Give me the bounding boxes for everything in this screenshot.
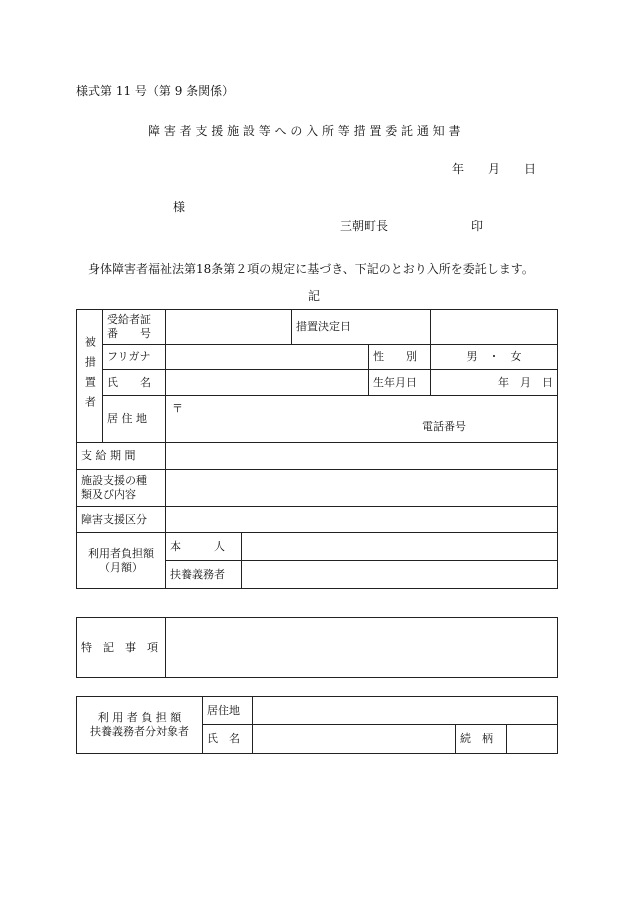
remarks-label: 特 記 事 項 — [77, 618, 166, 678]
name-value[interactable] — [166, 370, 369, 396]
burden-label-line1: 利用者負担額 — [88, 546, 154, 560]
body-text: 身体障害者福祉法第18条第２項の規定に基づき、下記のとおり入所を委託します。 — [88, 262, 534, 276]
facility-label — [77, 470, 166, 507]
addressee-suffix: 様 — [173, 200, 186, 214]
bottom-address-value[interactable] — [253, 697, 558, 725]
category-label: 障害支援区分 — [77, 507, 166, 533]
period-label: 支 給 期 間 — [77, 443, 166, 470]
self-label: 本 人 — [166, 533, 242, 561]
ki-label: 記 — [308, 289, 321, 303]
bottom-name-label: 氏 名 — [203, 725, 253, 754]
postal-mark: 〒 — [172, 402, 183, 415]
bottom-name-value[interactable] — [253, 725, 456, 754]
recipient-cert-label-line1: 受給者証 — [107, 313, 151, 327]
bottom-relation-label: 続 柄 — [456, 725, 507, 754]
birth-value[interactable]: 年 月 日 — [431, 370, 558, 396]
facility-value[interactable] — [166, 470, 558, 507]
main-table — [76, 309, 558, 589]
bottom-label-line2: 扶養義務者分対象者 — [90, 725, 189, 738]
phone-label: 電話番号 — [422, 420, 466, 433]
remarks-value[interactable] — [166, 618, 558, 678]
seal-mark: 印 — [471, 219, 484, 233]
burden-label — [77, 533, 166, 589]
recipient-cert-number-boxes[interactable] — [166, 310, 292, 345]
issuer-name: 三朝町長 — [340, 219, 389, 233]
bottom-address-label: 居住地 — [203, 697, 253, 725]
document-title: 障 害 者 支 援 施 設 等 へ の 入 所 等 措 置 委 託 通 知 書 — [148, 124, 461, 138]
gender-label: 性 別 — [369, 345, 431, 370]
form-number: 様式第 11 号（第 9 条関係） — [76, 84, 235, 98]
period-value[interactable] — [166, 443, 558, 470]
birth-label: 生年月日 — [369, 370, 431, 396]
address-label: 居 住 地 — [103, 396, 166, 443]
category-value[interactable] — [166, 507, 558, 533]
remarks-table — [76, 617, 558, 678]
decision-date-value[interactable] — [431, 310, 558, 345]
furigana-value[interactable] — [166, 345, 369, 370]
address-value[interactable] — [166, 396, 558, 443]
supporter-label: 扶養義務者 — [166, 561, 242, 589]
recipient-cert-label — [103, 310, 166, 345]
date-line: 年 月 日 — [452, 162, 537, 176]
gender-value[interactable]: 男 ・ 女 — [431, 345, 558, 370]
furigana-label: フリガナ — [103, 345, 166, 370]
bottom-label-line1: 利 用 者 負 担 額 — [97, 711, 182, 725]
side-label: 被措置者 — [77, 310, 103, 443]
recipient-cert-label-line2: 番 号 — [107, 327, 151, 340]
bottom-relation-value[interactable] — [507, 725, 558, 754]
burden-label-line2: （月額） — [99, 560, 143, 574]
bottom-table — [76, 696, 558, 754]
facility-label-line2: 類及び内容 — [81, 488, 136, 501]
name-label: 氏 名 — [103, 370, 166, 396]
facility-label-line1: 施設支援の種 — [81, 474, 147, 488]
decision-date-label: 措置決定日 — [292, 310, 431, 345]
self-burden-value[interactable] — [242, 533, 558, 561]
supporter-burden-value[interactable] — [242, 561, 558, 589]
bottom-label — [77, 697, 203, 754]
